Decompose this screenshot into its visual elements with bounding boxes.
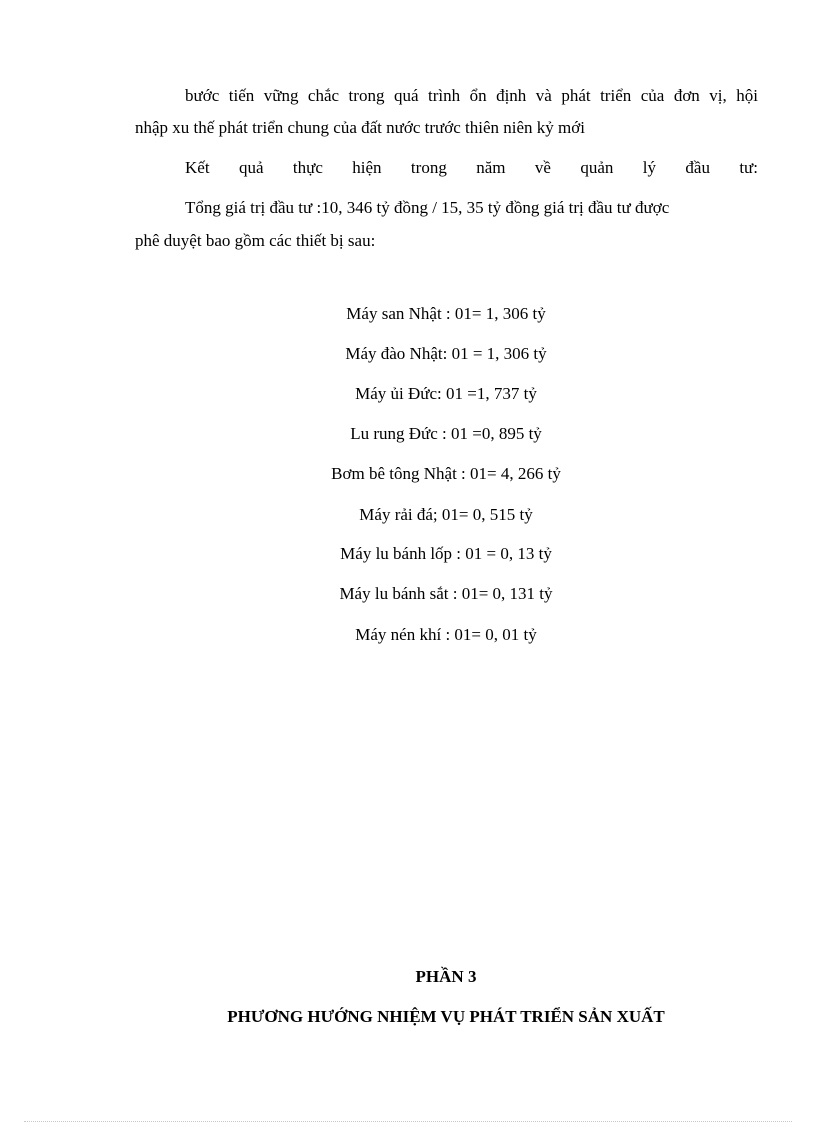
section-part-heading: PHẦN 3	[415, 967, 477, 986]
equipment-item: Máy lu bánh sắt : 01= 0, 131 tỷ	[339, 584, 553, 603]
paragraph-1-line-2: nhập xu thế phát triển chung của đất nước trước thiên niên kỷ mới	[135, 118, 585, 137]
equipment-item: Máy rải đá; 01= 0, 515 tỷ	[359, 505, 533, 524]
page-bottom-divider	[24, 1121, 792, 1122]
paragraph-1-line-1: bước tiến vững chắc trong quá trình ổn định và phát triển của đơn vị, hội	[185, 86, 758, 105]
equipment-item: Máy đào Nhật: 01 = 1, 306 tỷ	[345, 344, 547, 363]
equipment-item: Máy san Nhật : 01= 1, 306 tỷ	[346, 304, 546, 323]
equipment-item: Máy ủi Đức: 01 =1, 737 tỷ	[355, 384, 537, 403]
equipment-item: Bơm bê tông Nhật : 01= 4, 266 tỷ	[331, 464, 561, 483]
equipment-item: Máy nén khí : 01= 0, 01 tỷ	[355, 625, 537, 644]
section-title-heading: PHƯƠNG HƯỚNG NHIỆM VỤ PHÁT TRIỂN SẢN XUẤT	[227, 1007, 665, 1026]
equipment-item: Lu rung Đức : 01 =0, 895 tỷ	[350, 424, 542, 443]
paragraph-2-line-1: Kết quả thực hiện trong năm về quản lý đầu tư:	[185, 158, 758, 177]
equipment-item: Máy lu bánh lốp : 01 = 0, 13 tỷ	[340, 544, 552, 563]
paragraph-3-line-2: phê duyệt bao gồm các thiết bị sau:	[135, 231, 376, 250]
paragraph-3-line-1: Tổng giá trị đầu tư :10, 346 tỷ đồng / 15, 35 tỷ đồng giá trị đầu tư được	[185, 198, 670, 217]
